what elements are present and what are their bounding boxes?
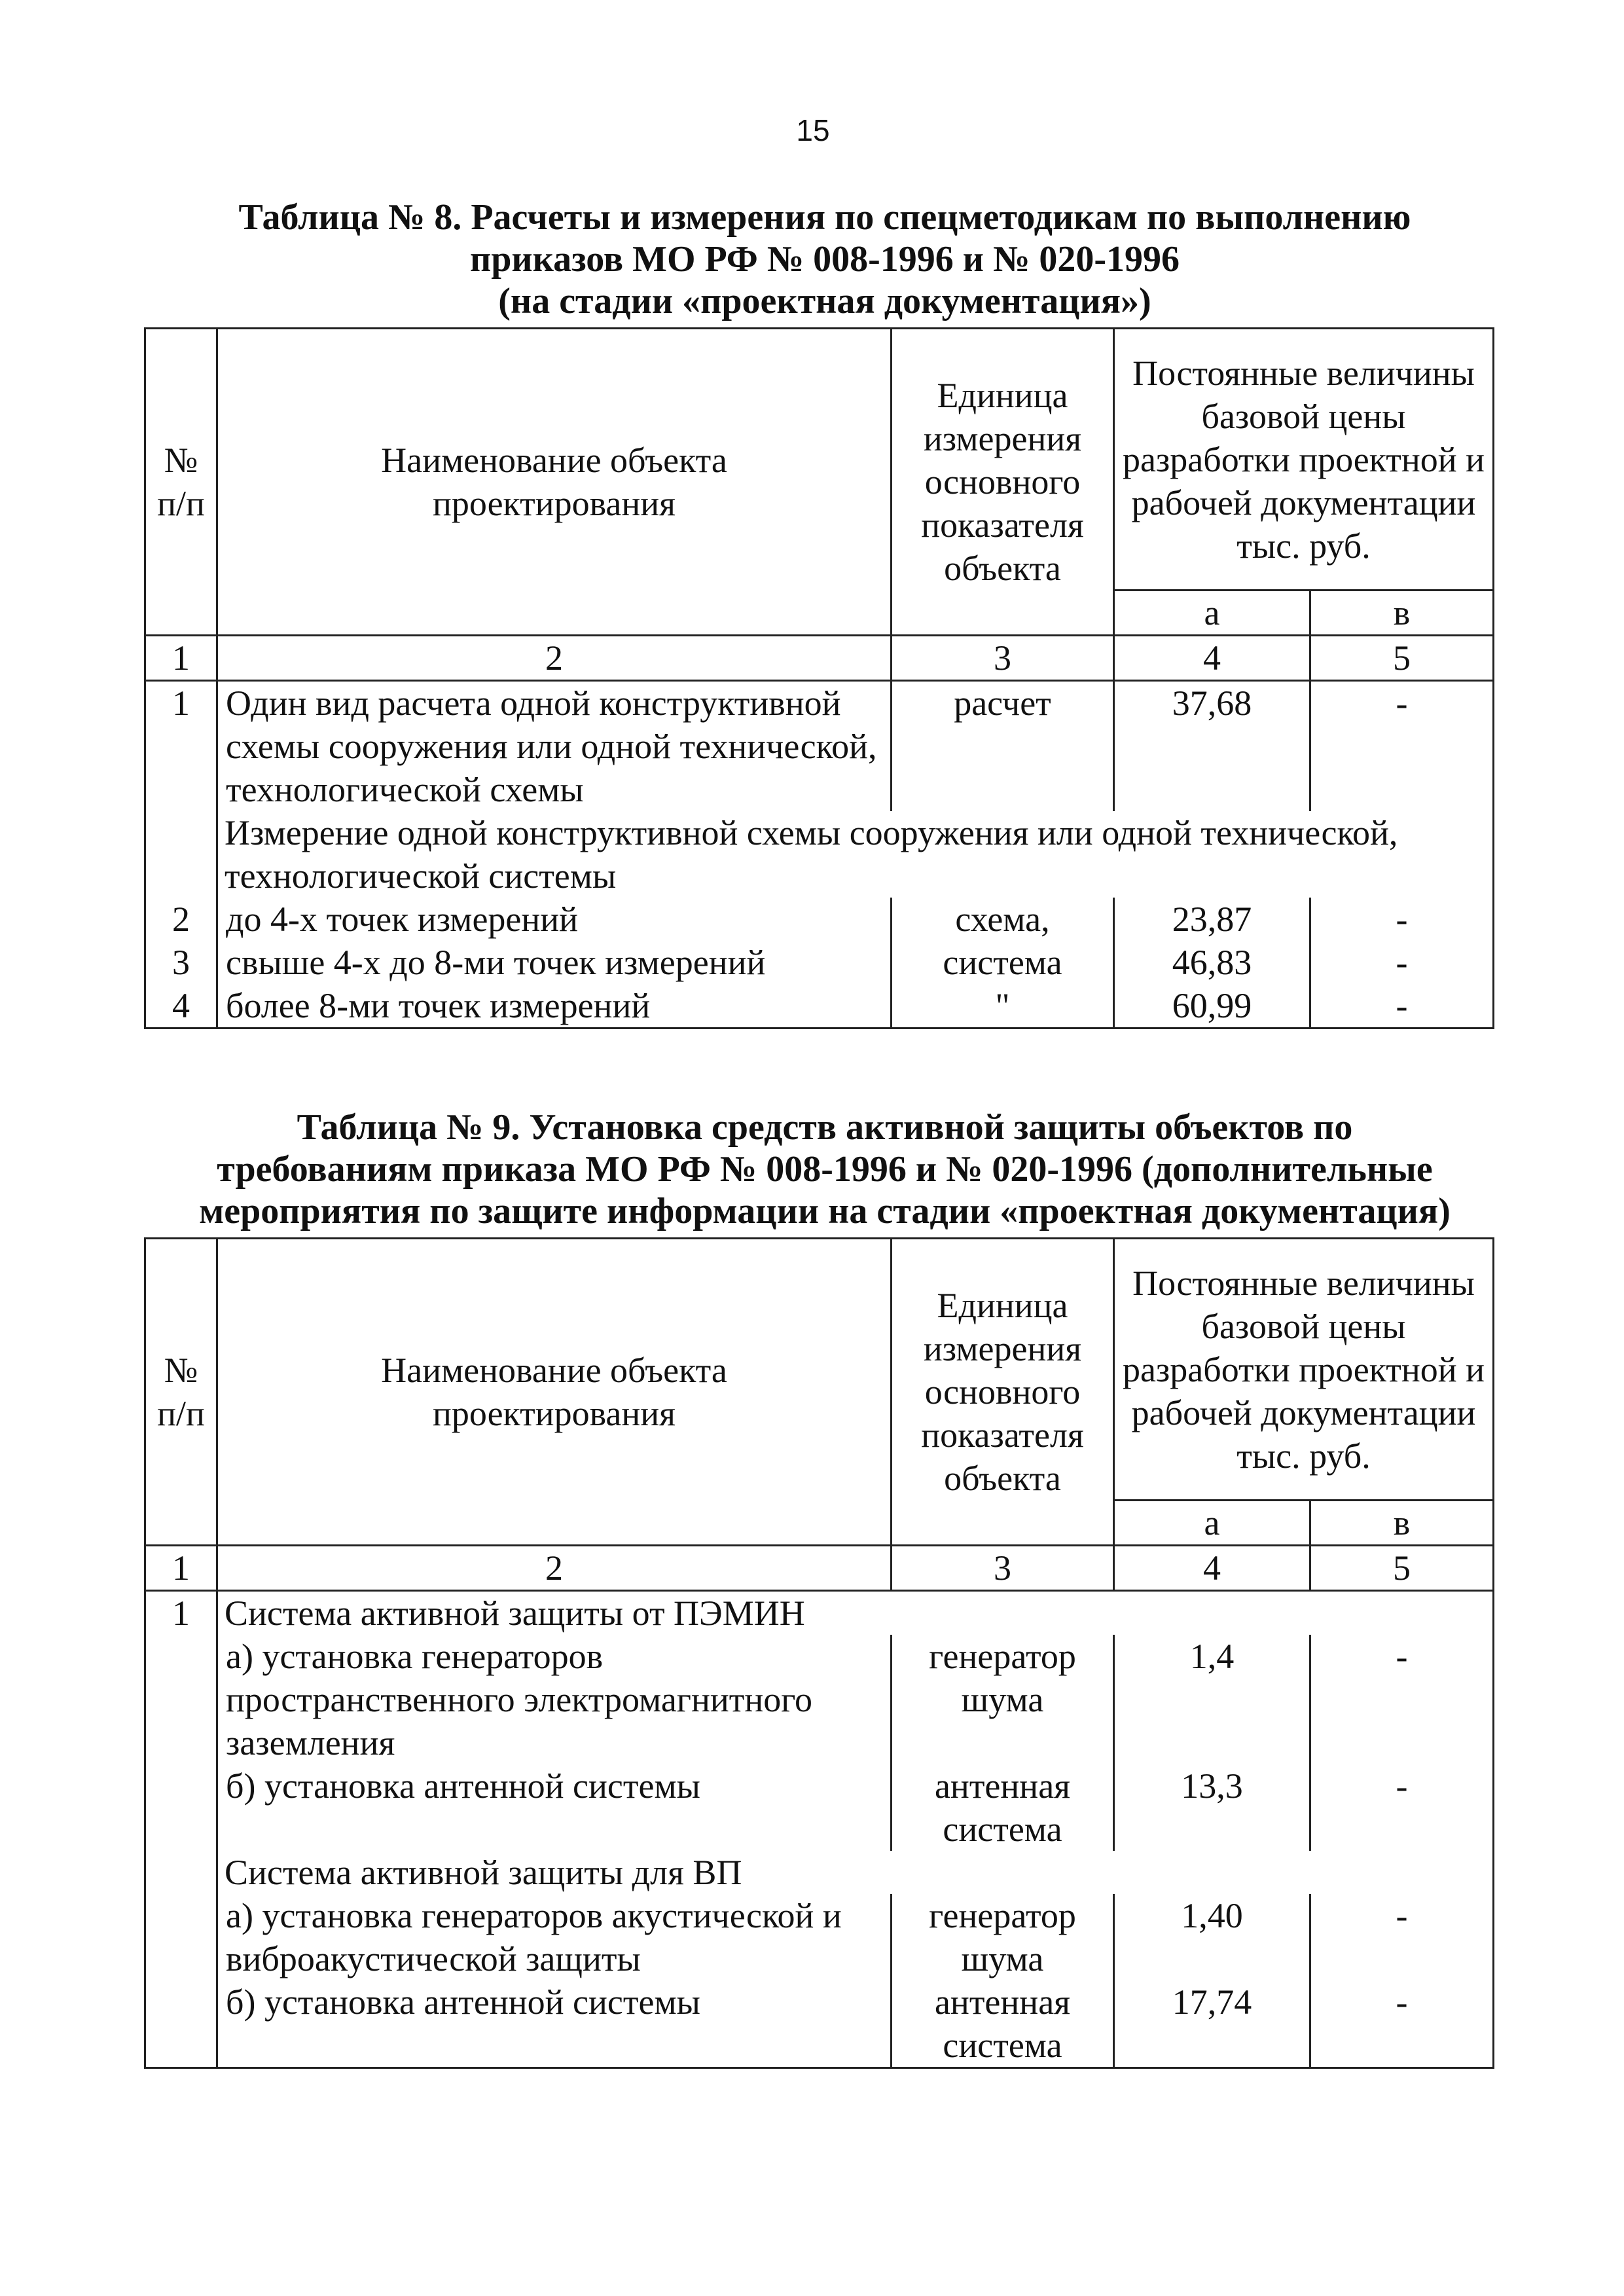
t9-h-price: Постоянные величины базовой цены разработки проектной и рабочей документации тыс. руб. xyxy=(1114,1239,1494,1501)
t8-r2-num: 2 xyxy=(145,898,217,941)
t8-colnum: 2 xyxy=(217,636,892,681)
t9-g2-heading: Система активной защиты для ВП xyxy=(217,1851,1494,1894)
page-number: 15 xyxy=(796,113,830,147)
t8-r4-unit: " xyxy=(892,984,1114,1029)
t8-group-heading: Измерение одной конструктивной схемы сооружения или одной технической, технологической системы xyxy=(217,811,1494,898)
table-row xyxy=(145,1591,1494,1635)
table-row xyxy=(145,984,1494,1029)
t8-r4-name: более 8-ми точек измерений xyxy=(217,984,892,1029)
t8-h-num: № п/п xyxy=(145,329,217,636)
t9-g2-i2-unit: антенная система xyxy=(892,1980,1114,2068)
t9-g1-i1-b: - xyxy=(1310,1635,1494,1764)
t8-r1-name: Один вид расчета одной конструктивной схемы сооружения или одной технической, технологической схемы xyxy=(217,681,892,812)
t9-g2-i2-a: 17,74 xyxy=(1114,1980,1310,2068)
t8-colnum: 1 xyxy=(145,636,217,681)
t9-colnum: 1 xyxy=(145,1546,217,1591)
t9-g1-i2-name: б) установка антенной системы xyxy=(217,1764,892,1851)
table9-title xyxy=(131,1106,1519,1232)
t9-g1-heading: Система активной защиты от ПЭМИН xyxy=(217,1591,1494,1635)
t8-r4-num: 4 xyxy=(145,984,217,1029)
t9-colnum: 4 xyxy=(1114,1546,1310,1591)
t9-h-name: Наименование объекта проектирования xyxy=(217,1239,892,1546)
t8-r3-num: 3 xyxy=(145,941,217,984)
table-row xyxy=(145,898,1494,941)
table-row xyxy=(145,1894,1494,1980)
t9-g1-i1-unit: генератор шума xyxy=(892,1635,1114,1764)
t8-r4-b: - xyxy=(1310,984,1494,1029)
t8-r4-a: 60,99 xyxy=(1114,984,1310,1029)
t9-colnum: 3 xyxy=(892,1546,1114,1591)
t8-h-name: Наименование объекта проектирования xyxy=(217,329,892,636)
t9-g2-i1-unit: генератор шума xyxy=(892,1894,1114,1980)
table-row xyxy=(145,1980,1494,2068)
t8-r3-a: 46,83 xyxy=(1114,941,1310,984)
t8-r1-num: 1 xyxy=(145,681,217,812)
table8 xyxy=(144,327,1494,1029)
table9-title-line2: требованиям приказа МО РФ № 008-1996 и № 020-1996 (дополнительные xyxy=(217,1149,1433,1190)
t8-r1-a: 37,68 xyxy=(1114,681,1310,812)
table8-title-line2: приказов МО РФ № 008-1996 и № 020-1996 xyxy=(470,239,1180,280)
t8-r2-unit: схема, xyxy=(892,898,1114,941)
table-row xyxy=(145,1851,1494,1894)
table9-title-line1: Таблица № 9. Установка средств активной защиты объектов по xyxy=(297,1107,1353,1148)
t9-g2-i2-b: - xyxy=(1310,1980,1494,2068)
t9-g1-i2-unit: антенная система xyxy=(892,1764,1114,1851)
t9-g1-i2-a: 13,3 xyxy=(1114,1764,1310,1851)
t9-g1-num: 1 xyxy=(145,1591,217,1635)
table8-title-line1: Таблица № 8. Расчеты и измерения по спецметодикам по выполнению xyxy=(238,197,1411,238)
t8-colnum: 4 xyxy=(1114,636,1310,681)
t9-colnum: 5 xyxy=(1310,1546,1494,1591)
t8-colnum: 3 xyxy=(892,636,1114,681)
t8-colnum-row xyxy=(145,636,1494,681)
t9-g1-i1-a: 1,4 xyxy=(1114,1635,1310,1764)
table8-title-line3: (на стадии «проектная документация») xyxy=(498,281,1151,321)
t8-r3-unit: система xyxy=(892,941,1114,984)
table-row xyxy=(145,1764,1494,1851)
t9-h-num: № п/п xyxy=(145,1239,217,1546)
t9-g1-i2-b: - xyxy=(1310,1764,1494,1851)
table8-title xyxy=(131,196,1519,322)
t8-r3-b: - xyxy=(1310,941,1494,984)
t8-r2-a: 23,87 xyxy=(1114,898,1310,941)
t9-g1-i1-name: а) установка генераторов пространственного электромагнитного заземления xyxy=(217,1635,892,1764)
table9 xyxy=(144,1237,1494,2069)
table-row xyxy=(145,941,1494,984)
t8-h-sub-b: в xyxy=(1310,591,1494,636)
t8-colnum: 5 xyxy=(1310,636,1494,681)
t9-g2-i1-b: - xyxy=(1310,1894,1494,1980)
t9-g2-i1-a: 1,40 xyxy=(1114,1894,1310,1980)
t8-h-price: Постоянные величины базовой цены разработки проектной и рабочей документации тыс. руб. xyxy=(1114,329,1494,591)
t9-g2-i2-name: б) установка антенной системы xyxy=(217,1980,892,2068)
t8-r2-name: до 4-х точек измерений xyxy=(217,898,892,941)
table-row xyxy=(145,681,1494,812)
t8-r3-name: свыше 4-х до 8-ми точек измерений xyxy=(217,941,892,984)
t8-r2-b: - xyxy=(1310,898,1494,941)
table-row xyxy=(145,811,1494,898)
t9-colnum: 2 xyxy=(217,1546,892,1591)
table9-title-line3: мероприятия по защите информации на стадии «проектная документация) xyxy=(199,1191,1451,1231)
t9-g2-i1-name: а) установка генераторов акустической и виброакустической защиты xyxy=(217,1894,892,1980)
t8-r1-unit: расчет xyxy=(892,681,1114,812)
t8-h-sub-a: а xyxy=(1114,591,1310,636)
t9-h-sub-a: а xyxy=(1114,1501,1310,1546)
t8-r1-b: - xyxy=(1310,681,1494,812)
t9-colnum-row xyxy=(145,1546,1494,1591)
t8-h-unit: Единица измерения основного показателя объекта xyxy=(892,329,1114,636)
table-row xyxy=(145,1635,1494,1764)
t9-h-unit: Единица измерения основного показателя объекта xyxy=(892,1239,1114,1546)
t9-h-sub-b: в xyxy=(1310,1501,1494,1546)
